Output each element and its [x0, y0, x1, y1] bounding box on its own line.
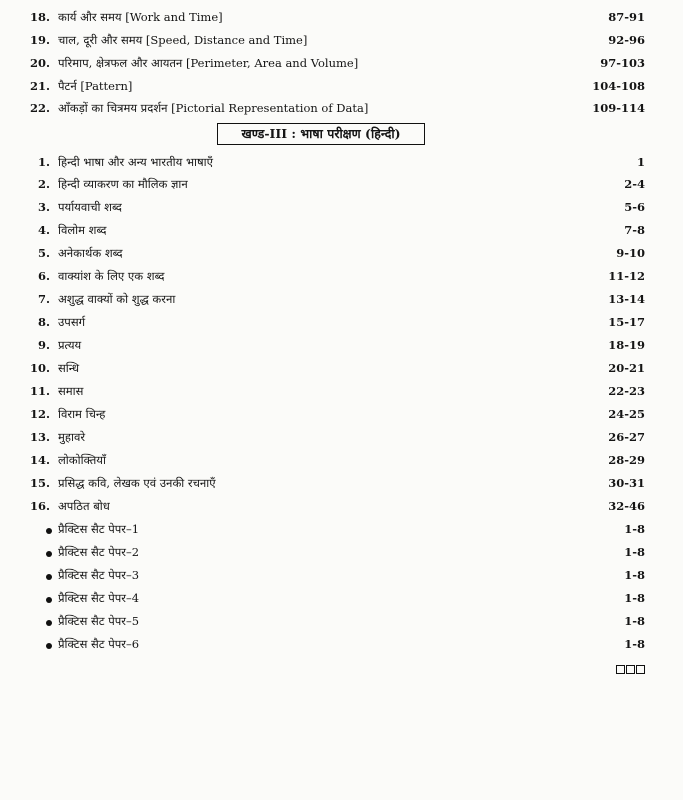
toc-row: [0, 155, 683, 175]
item-title: वाक्यांश के लिए एक शब्द: [58, 269, 165, 283]
practice-paper-row: [0, 614, 683, 634]
toc-row: [0, 177, 683, 197]
toc-row: [0, 361, 683, 381]
item-title: अपठित बोध: [58, 499, 110, 513]
bullet-icon: [46, 551, 52, 557]
toc-row: [0, 56, 683, 76]
item-pages: 1: [636, 155, 645, 169]
bullet-icon: [46, 597, 52, 603]
practice-paper-pages: 1-8: [624, 637, 645, 651]
item-title: आँकड़ों का चित्रमय प्रदर्शन [Pictorial Representation of Data]: [58, 101, 369, 115]
item-number: 3.: [37, 200, 50, 214]
item-number: 4.: [37, 223, 50, 237]
toc-row: [0, 223, 683, 243]
toc-row: [0, 453, 683, 473]
practice-paper-row: [0, 591, 683, 611]
item-pages: 7-8: [624, 223, 645, 237]
item-title: प्रत्यय: [58, 338, 82, 352]
item-number: 5.: [37, 246, 50, 260]
item-title: अनेकार्थक शब्द: [58, 246, 123, 260]
practice-paper-row: [0, 522, 683, 542]
item-title: पैटर्न [Pattern]: [58, 79, 133, 93]
square-icon: [616, 665, 625, 674]
bullet-icon: [46, 574, 52, 580]
item-pages: 104-108: [592, 79, 645, 93]
item-title: अशुद्ध वाक्यों को शुद्ध करना: [58, 292, 176, 306]
item-number: 8.: [37, 315, 50, 329]
item-title: लोकोक्तियाँ: [58, 453, 106, 467]
item-number: 18.: [29, 10, 50, 24]
item-pages: 9-10: [616, 246, 645, 260]
item-number: 21.: [29, 79, 50, 93]
practice-paper-pages: 1-8: [624, 591, 645, 605]
toc-row: [0, 292, 683, 312]
item-pages: 87-91: [608, 10, 645, 24]
item-number: 1.: [37, 155, 50, 169]
item-pages: 2-4: [624, 177, 645, 191]
item-number: 16.: [29, 499, 50, 513]
item-pages: 22-23: [608, 384, 645, 398]
item-pages: 26-27: [608, 430, 645, 444]
item-title: चाल, दूरी और समय [Speed, Distance and Time]: [58, 33, 308, 47]
item-pages: 15-17: [608, 315, 645, 329]
toc-row: [0, 10, 683, 30]
practice-paper-pages: 1-8: [624, 614, 645, 628]
toc-row: [0, 269, 683, 289]
item-pages: 18-19: [608, 338, 645, 352]
item-pages: 28-29: [608, 453, 645, 467]
item-title: सन्धि: [58, 361, 80, 375]
bullet-icon: [46, 643, 52, 649]
practice-paper-title: प्रैक्टिस सैट पेपर–5: [58, 614, 140, 628]
item-number: 6.: [37, 269, 50, 283]
item-number: 9.: [37, 338, 50, 352]
toc-row: [0, 101, 683, 121]
item-pages: 97-103: [600, 56, 645, 70]
item-pages: 20-21: [608, 361, 645, 375]
item-number: 7.: [37, 292, 50, 306]
item-pages: 11-12: [608, 269, 645, 283]
toc-row: [0, 79, 683, 99]
toc-row: [0, 407, 683, 427]
item-pages: 24-25: [608, 407, 645, 421]
toc-row: [0, 476, 683, 496]
practice-paper-row: [0, 637, 683, 657]
end-ornament-icon: [615, 659, 645, 669]
item-title: परिमाप, क्षेत्रफल और आयतन [Perimeter, Area and Volume]: [58, 56, 359, 70]
item-title: प्रसिद्ध कवि, लेखक एवं उनकी रचनाएँ: [58, 476, 216, 490]
item-title: हिन्दी व्याकरण का मौलिक ज्ञान: [58, 177, 188, 191]
item-number: 19.: [29, 33, 50, 47]
practice-paper-pages: 1-8: [624, 522, 645, 536]
toc-row: [0, 33, 683, 53]
practice-paper-title: प्रैक्टिस सैट पेपर–2: [58, 545, 140, 559]
item-pages: 5-6: [624, 200, 645, 214]
item-number: 10.: [29, 361, 50, 375]
square-icon: [636, 665, 645, 674]
toc-row: [0, 338, 683, 358]
toc-row: [0, 430, 683, 450]
practice-paper-row: [0, 545, 683, 565]
practice-paper-title: प्रैक्टिस सैट पेपर–3: [58, 568, 140, 582]
item-title: विराम चिन्ह: [58, 407, 106, 421]
square-icon: [626, 665, 635, 674]
item-title: हिन्दी भाषा और अन्य भारतीय भाषाएँ: [58, 155, 214, 169]
item-pages: 30-31: [608, 476, 645, 490]
item-number: 12.: [29, 407, 50, 421]
item-number: 11.: [29, 384, 50, 398]
item-title: समास: [58, 384, 84, 398]
practice-paper-title: प्रैक्टिस सैट पेपर–1: [58, 522, 140, 536]
bullet-icon: [46, 528, 52, 534]
item-number: 14.: [29, 453, 50, 467]
section-heading: खण्ड-III : भाषा परीक्षण (हिन्दी): [217, 123, 425, 145]
toc-row: [0, 200, 683, 220]
practice-paper-pages: 1-8: [624, 545, 645, 559]
bullet-icon: [46, 620, 52, 626]
item-title: विलोम शब्द: [58, 223, 107, 237]
practice-paper-title: प्रैक्टिस सैट पेपर–4: [58, 591, 140, 605]
toc-row: [0, 384, 683, 404]
item-pages: 92-96: [608, 33, 645, 47]
item-title: मुहावरे: [58, 430, 86, 444]
item-title: उपसर्ग: [58, 315, 86, 329]
item-pages: 13-14: [608, 292, 645, 306]
item-number: 15.: [29, 476, 50, 490]
toc-row: [0, 246, 683, 266]
item-number: 2.: [37, 177, 50, 191]
item-pages: 109-114: [592, 101, 645, 115]
item-number: 20.: [29, 56, 50, 70]
item-number: 22.: [29, 101, 50, 115]
item-number: 13.: [29, 430, 50, 444]
toc-row: [0, 499, 683, 519]
practice-paper-pages: 1-8: [624, 568, 645, 582]
item-pages: 32-46: [608, 499, 645, 513]
toc-row: [0, 315, 683, 335]
practice-paper-row: [0, 568, 683, 588]
item-title: पर्यायवाची शब्द: [58, 200, 122, 214]
item-title: कार्य और समय [Work and Time]: [58, 10, 223, 24]
practice-paper-title: प्रैक्टिस सैट पेपर–6: [58, 637, 140, 651]
